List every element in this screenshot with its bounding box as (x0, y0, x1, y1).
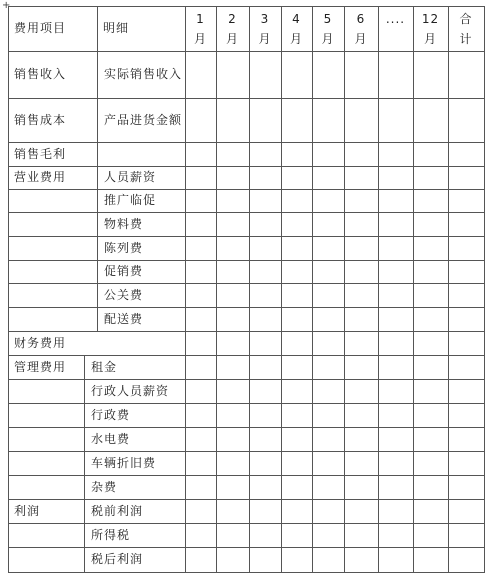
header-month-6-unit: 月 (354, 31, 368, 46)
header-month-1-num: 1 (196, 11, 205, 26)
header-month-2-unit: 月 (225, 31, 239, 46)
header-month-4-unit: 月 (289, 31, 303, 46)
header-category: 费用项目 (14, 21, 67, 35)
grid-line (84, 355, 85, 573)
header-month-7-num: .... (385, 11, 406, 26)
row-detail: 促销费 (104, 264, 144, 278)
row-category: 销售成本 (14, 112, 67, 127)
header-month-6-num: 6 (356, 11, 366, 26)
header-month-8-unit: 月 (423, 31, 437, 46)
header-month-3-unit: 月 (258, 31, 272, 46)
header-month-2-num: 2 (228, 11, 237, 26)
row-detail: 车辆折旧费 (91, 455, 157, 470)
row-detail: 实际销售收入 (104, 67, 183, 81)
row-detail: 陈列费 (104, 240, 144, 255)
row-detail: 税后利润 (91, 552, 144, 566)
row-detail: 税前利润 (91, 503, 144, 518)
row-detail: 推广临促 (104, 193, 157, 207)
header-month-5-unit: 月 (321, 31, 335, 46)
grid-line (281, 6, 282, 573)
grid-line (8, 6, 9, 573)
row-detail: 租金 (91, 359, 118, 374)
header-total-line2: 计 (459, 31, 473, 46)
corner-mark: + (2, 0, 11, 11)
grid-line (97, 307, 98, 332)
grid-line (97, 6, 98, 308)
row-category: 财务费用 (14, 335, 67, 350)
row-category: 销售毛利 (14, 146, 67, 161)
row-category: 管理费用 (14, 359, 67, 374)
header-total-line1: 合 (459, 11, 473, 26)
row-detail: 行政费 (91, 407, 131, 422)
row-detail: 配送费 (104, 311, 144, 326)
row-detail: 行政人员薪资 (91, 383, 170, 398)
row-category: 营业费用 (14, 170, 67, 184)
row-category: 销售收入 (14, 67, 67, 81)
grid-line (216, 6, 217, 573)
header-month-8-num: 12 (421, 11, 440, 26)
row-detail: 物料费 (104, 216, 144, 231)
header-month-5-num: 5 (323, 11, 333, 26)
row-detail: 公关费 (104, 287, 144, 302)
grid-line (312, 6, 313, 573)
grid-line (484, 6, 485, 573)
row-detail: 人员薪资 (104, 170, 157, 184)
header-month-7-unit (378, 30, 413, 48)
grid-line (413, 6, 414, 573)
header-detail: 明细 (103, 21, 130, 35)
row-detail: 产品进货金额 (104, 112, 183, 127)
header-month-4-num: 4 (292, 11, 301, 26)
row-detail: 所得税 (91, 527, 131, 542)
header-month-1-unit: 月 (193, 31, 207, 46)
row-detail: 水电费 (91, 431, 131, 446)
row-detail: 杂费 (91, 479, 118, 494)
grid-line (344, 6, 345, 573)
grid-line (448, 6, 449, 573)
row-category: 利润 (14, 503, 41, 518)
grid-line (249, 6, 250, 573)
header-month-3-num: 3 (260, 11, 270, 26)
grid-line (378, 6, 379, 573)
